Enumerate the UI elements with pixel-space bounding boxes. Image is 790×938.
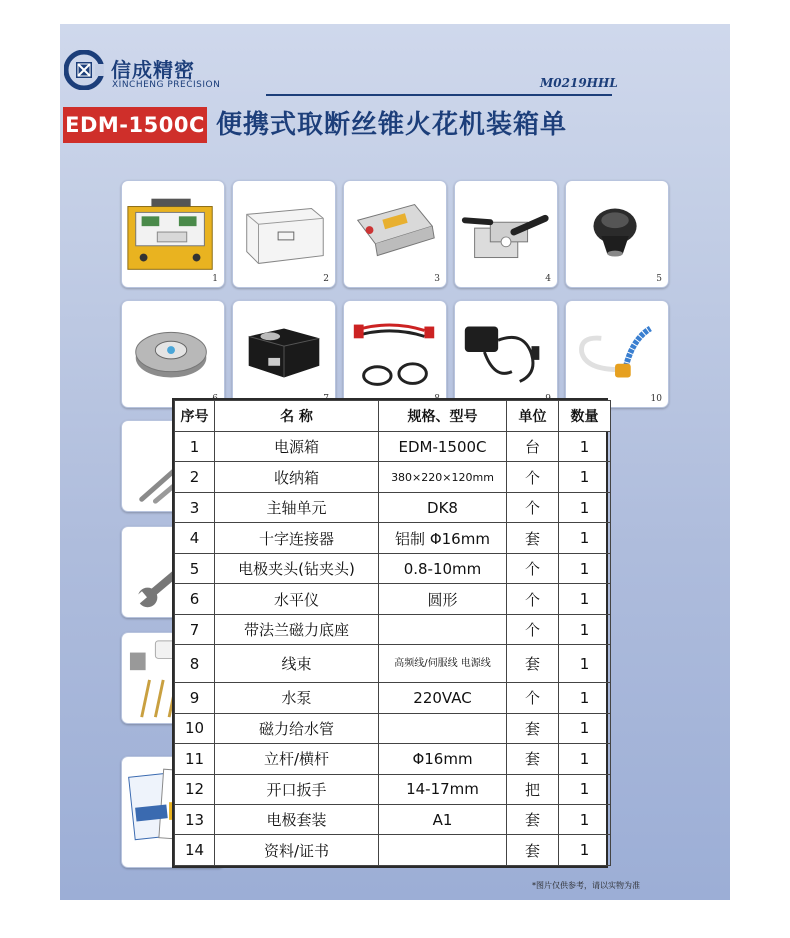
spindle-unit-icon (344, 181, 446, 287)
drill-chuck-icon (566, 181, 668, 287)
col-header-qty: 数量 (559, 401, 611, 432)
tile-number: 5 (656, 274, 662, 284)
cable-harness-icon (344, 301, 446, 407)
coolant-hose-icon (566, 301, 668, 407)
table-header-row (175, 401, 611, 432)
tile-number: 3 (434, 274, 440, 284)
item-photo-coolant-hose (565, 300, 669, 408)
brand-name-en: XINCHENG PRECISION (112, 80, 221, 90)
document-title: 便携式取断丝锥火花机装箱单 (216, 110, 568, 140)
packing-list-table (172, 398, 608, 868)
storage-case-icon (233, 181, 335, 287)
tile-number: 4 (545, 274, 551, 284)
col-header-name: 名 称 (215, 401, 379, 432)
xincheng-logo-icon (64, 50, 104, 90)
magnetic-base-icon (233, 301, 335, 407)
tile-number: 2 (323, 274, 329, 284)
item-photo-level (121, 300, 225, 408)
table-row: 7 带法兰磁力底座 个 1 (175, 614, 611, 644)
item-photo-storage-case (232, 180, 336, 288)
table-row: 13 电极套装 A1 套 1 (175, 804, 611, 834)
table-row: 4 十字连接器 铝制 Φ16mm 套 1 (175, 523, 611, 553)
image-disclaimer: *图片仅供参考，请以实物为准 (532, 881, 640, 890)
table-row: 12 开口扳手 14-17mm 把 1 (175, 774, 611, 804)
header-divider (266, 94, 612, 96)
item-photo-water-pump (454, 300, 558, 408)
table-row: 14 资料/证书 套 1 (175, 835, 611, 866)
table-row: 6 水平仪 圆形 个 1 (175, 584, 611, 614)
table-row: 11 立杆/横杆 Φ16mm 套 1 (175, 744, 611, 774)
brand-name-cn: 信成精密 (111, 58, 195, 82)
tile-number: 1 (212, 274, 218, 284)
item-photo-spindle-unit (343, 180, 447, 288)
table-row: 2 收纳箱 380×220×120mm 个 1 (175, 462, 611, 492)
col-header-spec: 规格、型号 (379, 401, 507, 432)
item-photo-power-box (121, 180, 225, 288)
bubble-level-icon (122, 301, 224, 407)
cross-connector-icon (455, 181, 557, 287)
col-header-unit: 单位 (507, 401, 559, 432)
item-photo-magnetic-base (232, 300, 336, 408)
tile-number: 10 (650, 394, 662, 404)
document-code: M0219HHL (540, 76, 618, 90)
table-row: 5 电极夹头(钻夹头) 0.8-10mm 个 1 (175, 553, 611, 583)
item-photo-cable-harness (343, 300, 447, 408)
table-row: 9 水泵 220VAC 个 1 (175, 683, 611, 713)
table-row: 3 主轴单元 DK8 个 1 (175, 492, 611, 522)
water-pump-icon (455, 301, 557, 407)
power-box-icon (122, 181, 224, 287)
item-photo-cross-connector (454, 180, 558, 288)
table-row: 8 线束 高频线/伺服线 电源线 套 1 (175, 645, 611, 683)
table-row: 1 电源箱 EDM-1500C 台 1 (175, 432, 611, 462)
item-photo-drill-chuck (565, 180, 669, 288)
col-header-index: 序号 (175, 401, 215, 432)
table-row: 10 磁力给水管 套 1 (175, 713, 611, 743)
model-badge: EDM-1500C (63, 107, 207, 143)
